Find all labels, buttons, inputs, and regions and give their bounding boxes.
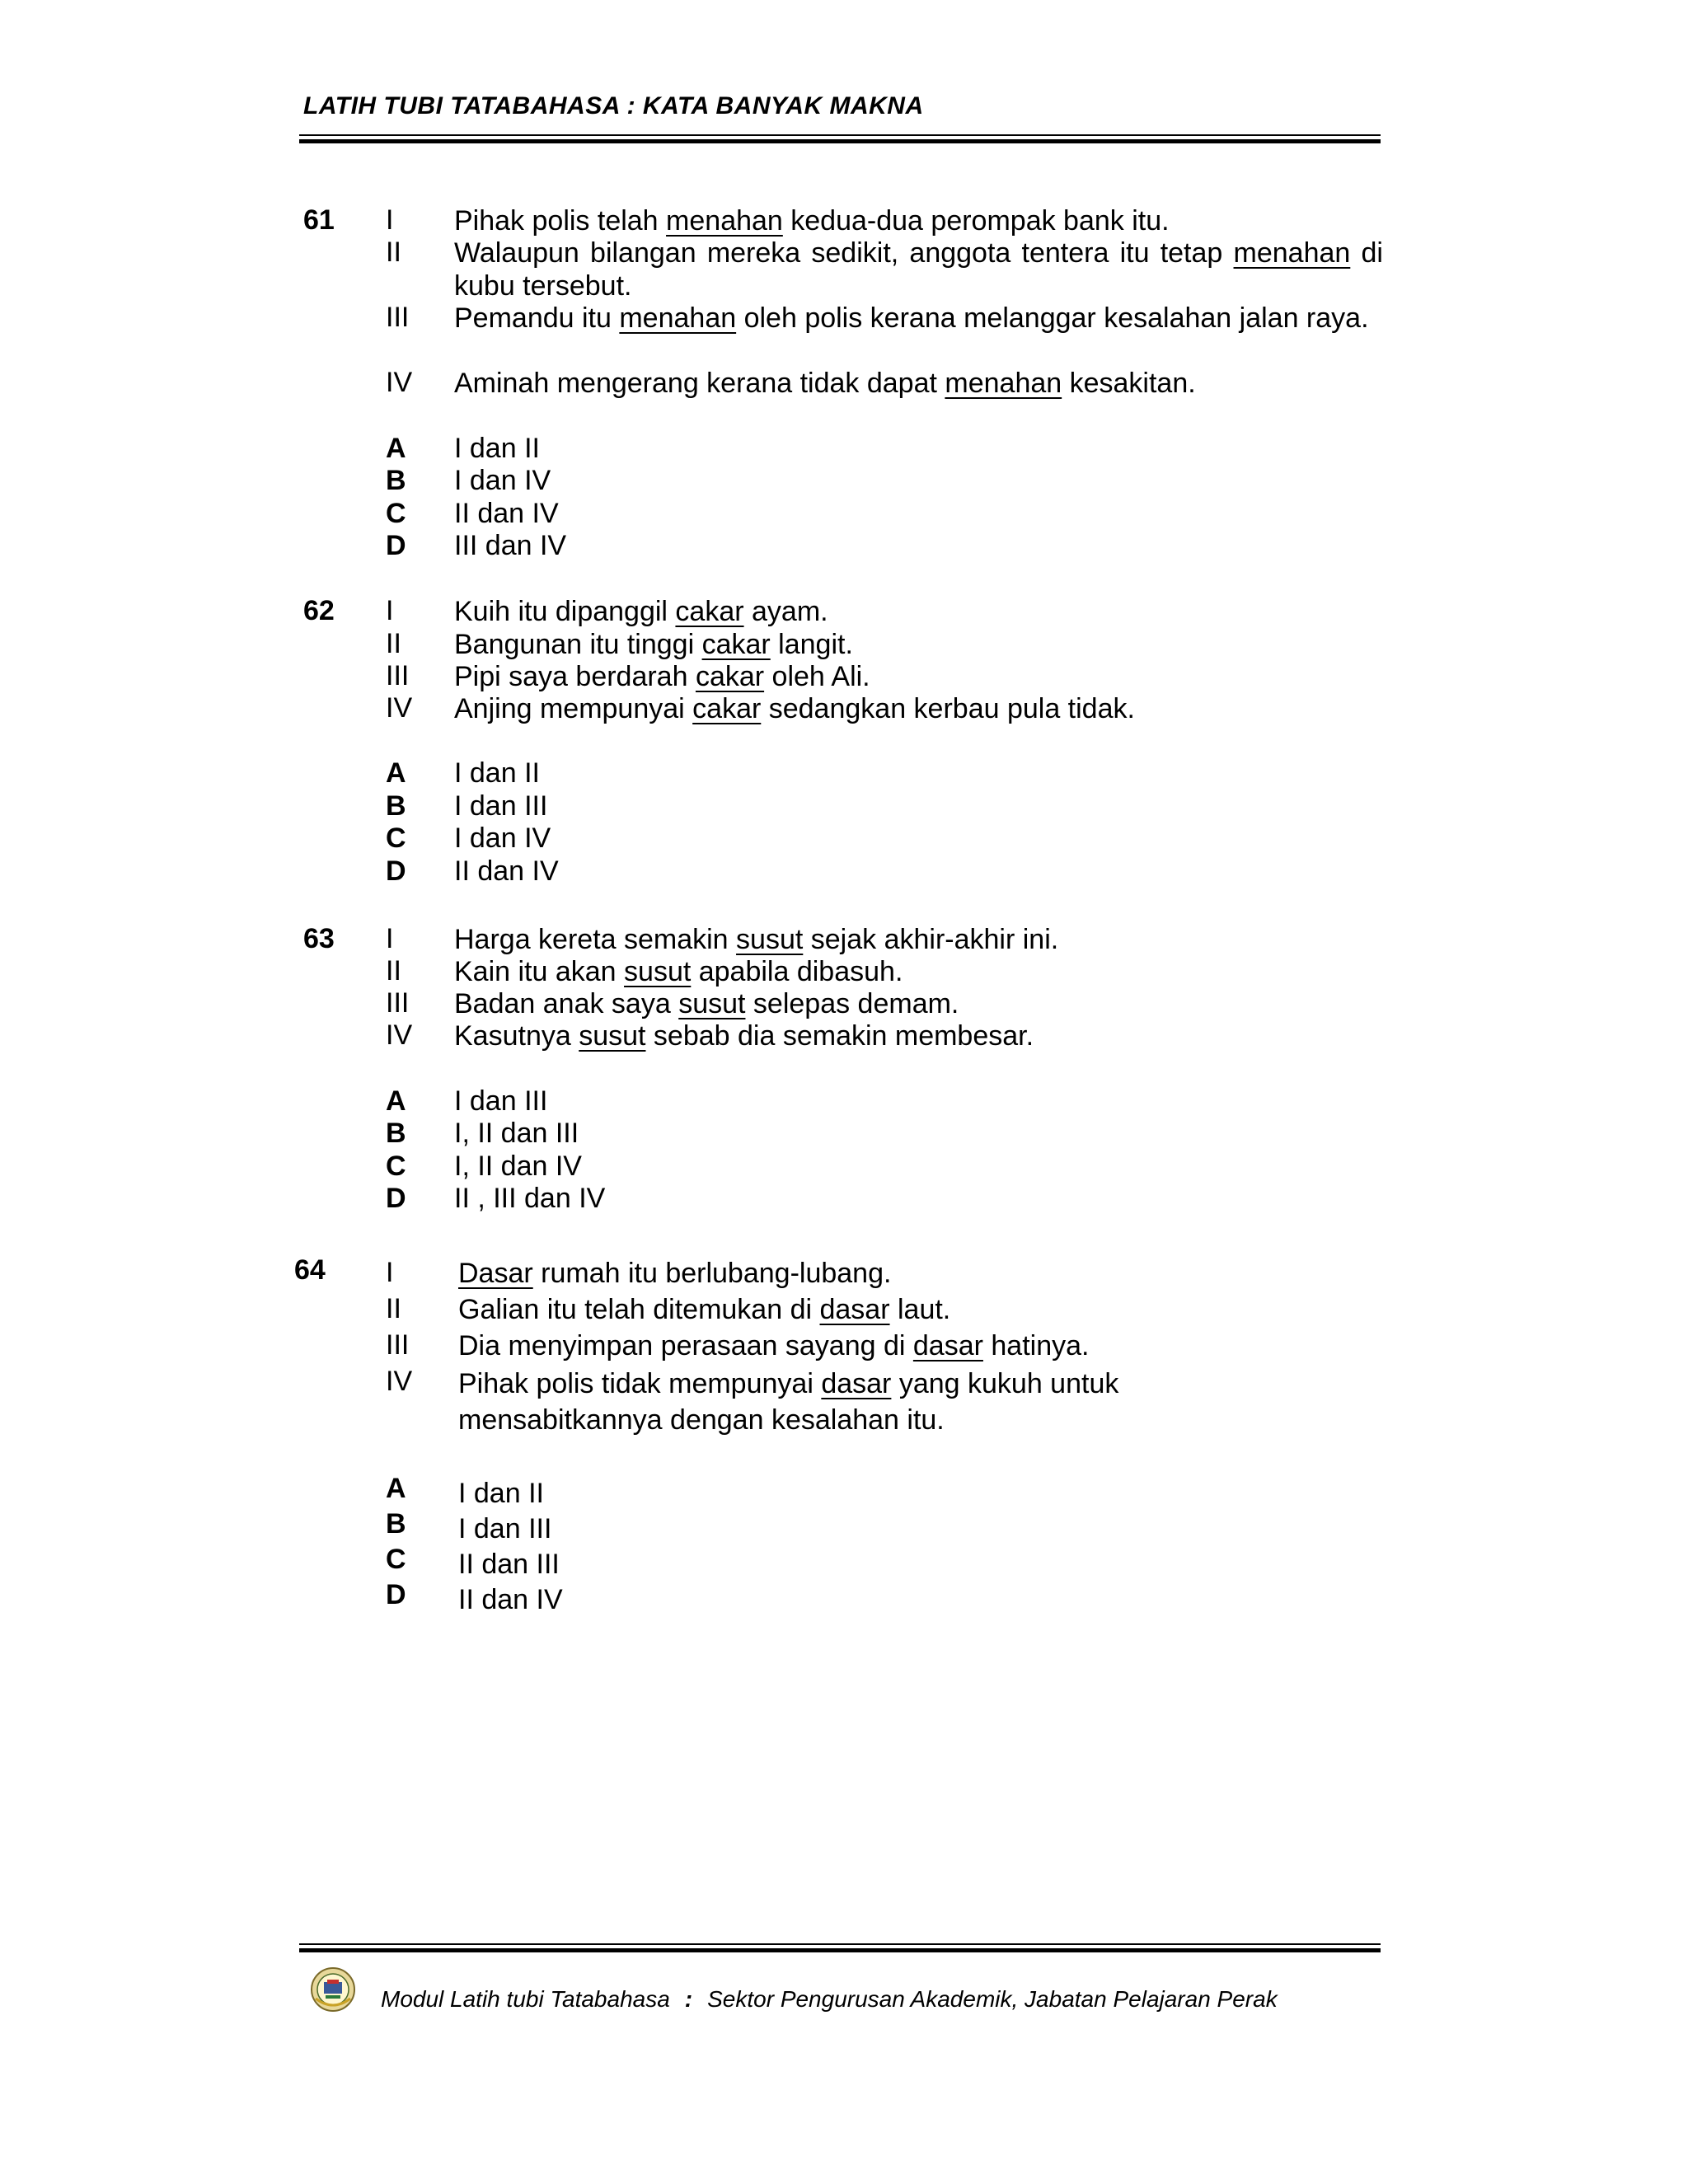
- option-letter: C: [386, 498, 406, 529]
- option-text: I dan II: [454, 757, 540, 789]
- statement-text: Kasutnya susut sebab dia semakin membesar.: [454, 1020, 1034, 1052]
- option-text: III dan IV: [454, 530, 567, 561]
- option-letter: C: [386, 823, 406, 854]
- statement-numeral: I: [386, 595, 394, 626]
- page-title: LATIH TUBI TATABAHASA : KATA BANYAK MAKNA: [303, 92, 924, 120]
- statement-numeral: II: [386, 955, 401, 987]
- option-letter: A: [386, 757, 406, 789]
- statement-numeral: I: [386, 1257, 394, 1288]
- option-letter: B: [386, 790, 406, 822]
- statement-numeral: II: [386, 628, 401, 659]
- question-number: 62: [303, 595, 335, 626]
- option-text: I, II dan III: [454, 1118, 579, 1149]
- option-letter: A: [386, 433, 406, 464]
- option-text: I dan III: [454, 1085, 548, 1117]
- footer-organization: Sektor Pengurusan Akademik, Jabatan Pelajaran Perak: [707, 1986, 1278, 2012]
- statement-numeral: III: [386, 660, 410, 691]
- statement-text: Pipi saya berdarah cakar oleh Ali.: [454, 661, 870, 692]
- option-letter: C: [386, 1151, 406, 1182]
- statement-text: Badan anak saya susut selepas demam.: [454, 988, 959, 1019]
- option-letter: D: [386, 855, 406, 887]
- underlined-word: Dasar: [458, 1258, 533, 1289]
- statement-text: Bangunan itu tinggi cakar langit.: [454, 629, 853, 660]
- underlined-word: dasar: [821, 1368, 892, 1399]
- underlined-word: cakar: [692, 693, 762, 724]
- option-letter: D: [386, 1183, 406, 1214]
- option-letter: C: [386, 1544, 406, 1575]
- statement-text: Walaupun bilangan mereka sedikit, anggota tentera itu tetap menahan di kubu tersebut.: [454, 237, 1383, 302]
- underlined-word: susut: [624, 956, 692, 987]
- statement-text: Aminah mengerang kerana tidak dapat menahan kesakitan.: [454, 368, 1196, 399]
- option-text: II dan IV: [458, 1584, 563, 1615]
- statement-numeral: III: [386, 302, 410, 333]
- statement-text: Anjing mempunyai cakar sedangkan kerbau pula tidak.: [454, 693, 1135, 724]
- underlined-word: menahan: [1233, 237, 1351, 269]
- underlined-word: cakar: [695, 661, 765, 692]
- option-text: I, II dan IV: [454, 1151, 582, 1182]
- underlined-word: cakar: [701, 629, 771, 660]
- statement-text: Kuih itu dipanggil cakar ayam.: [454, 596, 828, 627]
- underlined-word: susut: [736, 924, 804, 955]
- footer-separator: :: [684, 1986, 693, 2012]
- underlined-word: susut: [579, 1020, 646, 1052]
- statement-text: Pemandu itu menahan oleh polis kerana melanggar kesalahan jalan raya.: [454, 302, 1369, 334]
- footer-module-name: Modul Latih tubi Tatabahasa: [381, 1986, 670, 2012]
- option-letter: B: [386, 1508, 406, 1540]
- statement-text: Harga kereta semakin susut sejak akhir-akhir ini.: [454, 924, 1059, 955]
- underlined-word: dasar: [912, 1330, 983, 1361]
- option-text: I dan IV: [454, 465, 551, 496]
- underlined-word: dasar: [819, 1294, 890, 1325]
- option-text: II dan IV: [454, 855, 559, 887]
- option-text: II dan IV: [454, 498, 559, 529]
- statement-text: Dasar rumah itu berlubang-lubang.: [458, 1258, 892, 1289]
- option-letter: D: [386, 530, 406, 561]
- statement-text: Galian itu telah ditemukan di dasar laut.: [458, 1294, 951, 1325]
- underlined-word: susut: [678, 988, 746, 1019]
- question-number: 64: [294, 1254, 326, 1286]
- option-letter: D: [386, 1579, 406, 1610]
- statement-numeral: I: [386, 923, 394, 954]
- statement-text: Pihak polis tidak mempunyai dasar yang kukuh untuk mensabitkannya dengan kesalahan itu.: [458, 1368, 1119, 1436]
- question-number: 63: [303, 923, 335, 954]
- statement-text: Dia menyimpan perasaan sayang di dasar hatinya.: [458, 1330, 1090, 1361]
- option-letter: A: [386, 1085, 406, 1117]
- option-text: I dan II: [454, 433, 540, 464]
- statement-text: Kain itu akan susut apabila dibasuh.: [454, 956, 903, 987]
- statement-numeral: II: [386, 237, 401, 268]
- statement-numeral: IV: [386, 1019, 413, 1051]
- underlined-word: cakar: [675, 596, 744, 627]
- statement-text: Pihak polis telah menahan kedua-dua perompak bank itu.: [454, 205, 1170, 237]
- statement-numeral: III: [386, 987, 410, 1019]
- statement-numeral: IV: [386, 1366, 413, 1397]
- option-text: I dan IV: [454, 823, 551, 854]
- option-letter: B: [386, 465, 406, 496]
- header-divider: [299, 134, 1381, 143]
- option-text: I dan III: [458, 1513, 552, 1544]
- statement-numeral: I: [386, 204, 394, 236]
- option-letter: A: [386, 1473, 406, 1504]
- footer-text: [381, 1986, 1386, 2013]
- crest-logo-icon: [309, 1966, 357, 2013]
- statement-numeral: III: [386, 1329, 410, 1361]
- option-text: I dan II: [458, 1478, 544, 1509]
- underlined-word: menahan: [619, 302, 737, 334]
- underlined-word: menahan: [945, 368, 1062, 399]
- option-text: II , III dan IV: [454, 1183, 606, 1214]
- option-text: I dan III: [454, 790, 548, 822]
- question-number: 61: [303, 204, 335, 236]
- statement-numeral: IV: [386, 367, 413, 398]
- footer-divider: [299, 1943, 1381, 1952]
- statement-numeral: II: [386, 1293, 401, 1324]
- underlined-word: menahan: [666, 205, 783, 237]
- option-letter: B: [386, 1118, 406, 1149]
- option-text: II dan III: [458, 1549, 560, 1580]
- statement-numeral: IV: [386, 692, 413, 724]
